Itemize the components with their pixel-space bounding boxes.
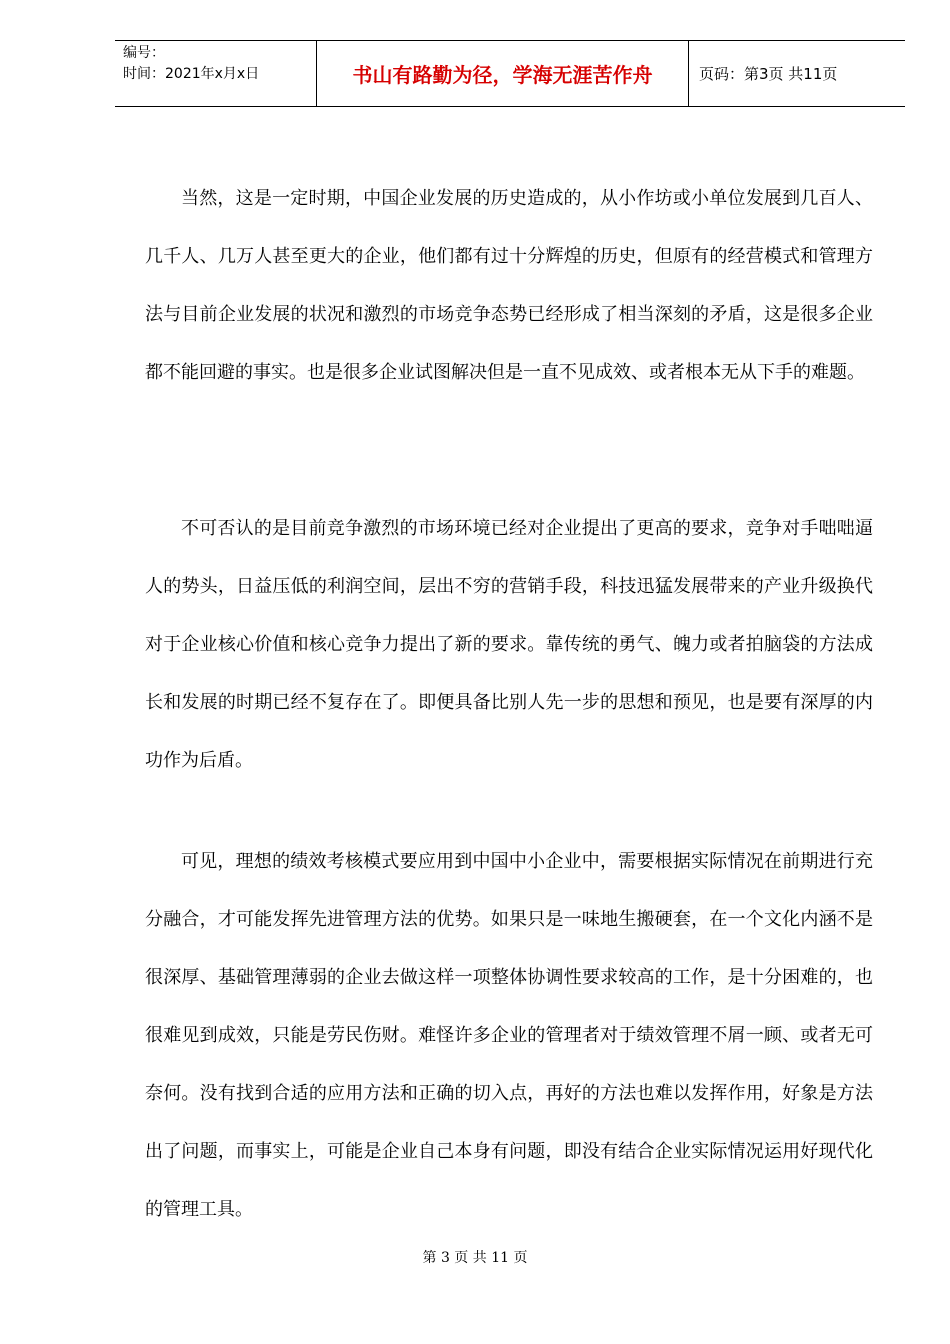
- header-page-number: 页码：第3页 共11页: [699, 65, 838, 83]
- header-motto: 书山有路勤为径，学海无涯苦作舟: [317, 41, 689, 106]
- body-paragraph-2: 不可否认的是目前竞争激烈的市场环境已经对企业提出了更高的要求，竞争对手咄咄逼人的势头，日益压低的利润空间，层出不穷的营销手段，科技迅猛发展带来的产业升级换代对于企业核心价值和核心竞争力提出了新的要求。靠传统的勇气、魄力或者拍脑袋的方法成长和发展的时期已经不复存在了。即便具备比别人先一步的思想和预见，也是要有深厚的内功作为后盾。: [145, 518, 873, 771]
- page-footer: 第 3 页 共 11 页: [422, 1250, 528, 1266]
- document-number-label: 编号：: [123, 45, 165, 61]
- body-paragraph-3: 可见，理想的绩效考核模式要应用到中国中小企业中，需要根据实际情况在前期进行充分融合，才可能发挥先进管理方法的优势。如果只是一味地生搬硬套，在一个文化内涵不是很深厚、基础管理薄弱的企业去做这样一项整体协调性要求较高的工作，是十分困难的，也很难见到成效，只能是劳民伤财。难怪许多企业的管理者对于绩效管理不屑一顾、或者无可奈何。没有找到合适的应用方法和正确的切入点，再好的方法也难以发挥作用，好象是方法出了问题，而事实上，可能是企业自己本身有问题，即没有结合企业实际情况运用好现代化的管理工具。: [145, 851, 873, 1220]
- header-meta: [115, 41, 317, 106]
- document-date-label: 时间：2021年x月x日: [123, 66, 260, 82]
- body-paragraph-1: 当然，这是一定时期，中国企业发展的历史造成的，从小作坊或小单位发展到几百人、几千人、几万人甚至更大的企业，他们都有过十分辉煌的历史，但原有的经营模式和管理方法与目前企业发展的状况和激烈的市场竞争态势已经形成了相当深刻的矛盾，这是很多企业都不能回避的事实。也是很多企业试图解决但是一直不见成效、或者根本无从下手的难题。: [145, 188, 873, 383]
- page-header: [115, 40, 905, 107]
